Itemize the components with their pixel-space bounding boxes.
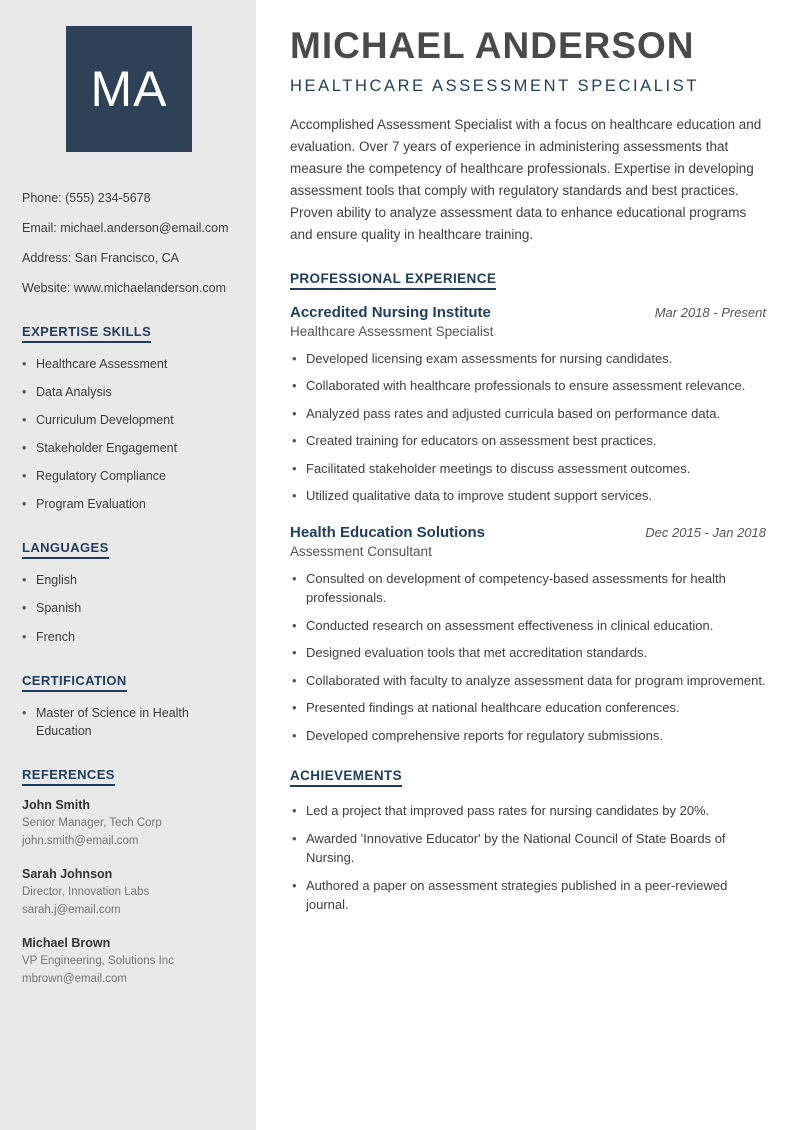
achievements-section xyxy=(290,767,766,915)
job-bullet: • Presented findings at national healthcare education conferences. xyxy=(290,698,766,718)
job-bullet: • Developed comprehensive reports for regulatory submissions. xyxy=(290,726,766,746)
certification-section xyxy=(22,672,236,740)
reference-email: sarah.j@email.com xyxy=(22,904,121,917)
person-title: HEALTHCARE ASSESSMENT SPECIALIST xyxy=(290,76,700,95)
job-bullet: • Developed licensing exam assessments for nursing candidates. xyxy=(290,349,766,369)
skill-item: • Healthcare Assessment xyxy=(22,355,236,373)
reference-title: VP Engineering, Solutions Inc xyxy=(22,954,174,967)
person-name: MICHAEL ANDERSON xyxy=(290,25,695,66)
reference-title: Director, Innovation Labs xyxy=(22,885,150,898)
skill-item: • Data Analysis xyxy=(22,383,236,401)
languages-list xyxy=(22,571,236,645)
company-name: Health Education Solutions xyxy=(290,523,486,541)
certification-list xyxy=(22,704,236,740)
job-role: Assessment Consultant xyxy=(290,543,432,559)
languages-section xyxy=(22,539,236,645)
references-heading: REFERENCES xyxy=(22,767,115,786)
achievement-item: • Authored a paper on assessment strategies published in a peer-reviewed journal. xyxy=(290,876,766,915)
languages-heading: LANGUAGES xyxy=(22,540,109,559)
achievements-heading: ACHIEVEMENTS xyxy=(290,768,402,787)
references-section xyxy=(22,766,236,988)
reference-title: Senior Manager, Tech Corp xyxy=(22,816,162,829)
reference-name: Sarah Johnson xyxy=(22,866,113,881)
reference-entry xyxy=(22,798,236,850)
job-bullet: • Collaborated with faculty to analyze assessment data for program improvement. xyxy=(290,671,766,691)
job-entry xyxy=(290,524,766,746)
contact-address: Address: San Francisco, CA xyxy=(22,250,180,265)
reference-email: john.smith@email.com xyxy=(22,835,139,848)
job-dates: Mar 2018 - Present xyxy=(654,304,766,320)
job-bullet: • Facilitated stakeholder meetings to discuss assessment outcomes. xyxy=(290,459,766,479)
achievement-item: • Led a project that improved pass rates for nursing candidates by 20%. xyxy=(290,801,766,821)
achievement-item: • Awarded 'Innovative Educator' by the National Council of State Boards of Nursing. xyxy=(290,829,766,868)
language-item: • English xyxy=(22,571,236,589)
certification-item: • Master of Science in Health Education xyxy=(22,704,236,740)
contact-website: Website: www.michaelanderson.com xyxy=(22,280,227,295)
job-bullet: • Created training for educators on assessment best practices. xyxy=(290,431,766,451)
reference-entry xyxy=(22,936,236,988)
skills-heading: EXPERTISE SKILLS xyxy=(22,324,151,343)
job-header xyxy=(290,524,766,541)
sidebar xyxy=(0,0,256,1130)
language-item: • French xyxy=(22,628,236,646)
skill-item: • Regulatory Compliance xyxy=(22,467,236,485)
job-role: Healthcare Assessment Specialist xyxy=(290,323,494,339)
achievements-list xyxy=(290,801,766,915)
job-bullet-list xyxy=(290,569,766,746)
reference-entry xyxy=(22,867,236,919)
skill-item: • Program Evaluation xyxy=(22,495,236,513)
job-bullet: • Designed evaluation tools that met accreditation standards. xyxy=(290,643,766,663)
job-entry xyxy=(290,304,766,506)
main-content xyxy=(256,0,800,1130)
skills-section xyxy=(22,323,236,514)
monogram-initials: MA xyxy=(90,61,168,117)
summary-paragraph: Accomplished Assessment Specialist with a focus on healthcare education and evaluation. Over 7 years of experience in administering assessments that measure the competency of healthcare professionals. Expertise in developing assessment tools that comply with regulatory standards and best practices. Proven ability to analyze assessment data to enhance educational programs and ensure quality in healthcare training. xyxy=(290,116,762,242)
skill-item: • Curriculum Development xyxy=(22,411,236,429)
monogram-badge xyxy=(66,26,192,152)
job-bullet-list xyxy=(290,349,766,506)
skill-item: • Stakeholder Engagement xyxy=(22,439,236,457)
company-name: Accredited Nursing Institute xyxy=(290,303,491,321)
language-item: • Spanish xyxy=(22,599,236,617)
job-bullet: • Collaborated with healthcare professionals to ensure assessment relevance. xyxy=(290,376,766,396)
reference-email: mbrown@email.com xyxy=(22,973,127,986)
reference-name: Michael Brown xyxy=(22,935,111,950)
certification-heading: CERTIFICATION xyxy=(22,673,127,692)
job-bullet: • Utilized qualitative data to improve student support services. xyxy=(290,486,766,506)
job-header xyxy=(290,304,766,321)
job-dates: Dec 2015 - Jan 2018 xyxy=(645,524,766,540)
contact-info xyxy=(22,190,236,297)
job-bullet: • Conducted research on assessment effectiveness in clinical education. xyxy=(290,616,766,636)
experience-heading: PROFESSIONAL EXPERIENCE xyxy=(290,271,496,290)
skills-list xyxy=(22,355,236,514)
contact-phone: Phone: (555) 234-5678 xyxy=(22,191,151,205)
contact-email: Email: michael.anderson@email.com xyxy=(22,220,229,235)
reference-name: John Smith xyxy=(22,797,91,812)
job-bullet: • Analyzed pass rates and adjusted curricula based on performance data. xyxy=(290,404,766,424)
job-bullet: • Consulted on development of competency-based assessments for health professionals. xyxy=(290,569,766,608)
experience-section xyxy=(290,270,766,746)
